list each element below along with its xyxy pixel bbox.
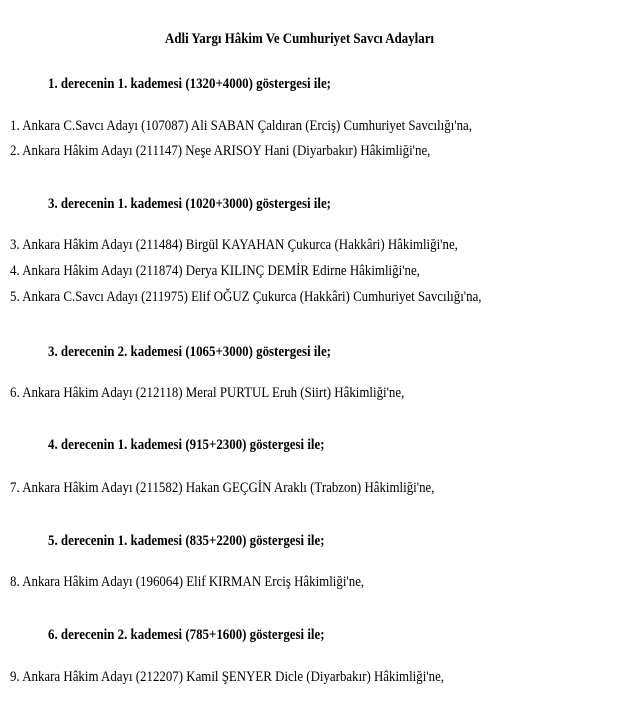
section-heading-6: 6. derecenin 2. kademesi (785+1600) göstergesi ile;	[48, 627, 325, 643]
section-heading-2: 3. derecenin 1. kademesi (1020+3000) göstergesi ile;	[48, 196, 331, 212]
list-item: 9. Ankara Hâkim Adayı (212207) Kamil ŞENYER Dicle (Diyarbakır) Hâkimliği'ne,	[10, 669, 445, 685]
list-item: 4. Ankara Hâkim Adayı (211874) Derya KILINÇ DEMİR Edirne Hâkimliği'ne,	[10, 263, 420, 279]
list-item: 1. Ankara C.Savcı Adayı (107087) Ali SABAN Çaldıran (Erciş) Cumhuriyet Savcılığı'na,	[10, 118, 473, 134]
list-item: 8. Ankara Hâkim Adayı (196064) Elif KIRMAN Erciş Hâkimliği'ne,	[10, 574, 365, 590]
section-heading-1: 1. derecenin 1. kademesi (1320+4000) göstergesi ile;	[48, 76, 331, 92]
list-item: 3. Ankara Hâkim Adayı (211484) Birgül KAYAHAN Çukurca (Hakkâri) Hâkimliği'ne,	[10, 237, 458, 253]
document-title: Adli Yargı Hâkim Ve Cumhuriyet Savcı Adayları	[165, 31, 435, 47]
section-heading-4: 4. derecenin 1. kademesi (915+2300) göstergesi ile;	[48, 437, 325, 453]
list-item: 5. Ankara C.Savcı Adayı (211975) Elif OĞUZ Çukurca (Hakkâri) Cumhuriyet Savcılığı'na,	[10, 289, 482, 305]
list-item: 2. Ankara Hâkim Adayı (211147) Neşe ARISOY Hani (Diyarbakır) Hâkimliği'ne,	[10, 143, 431, 159]
list-item: 6. Ankara Hâkim Adayı (212118) Meral PURTUL Eruh (Siirt) Hâkimliği'ne,	[10, 385, 405, 401]
section-heading-5: 5. derecenin 1. kademesi (835+2200) göstergesi ile;	[48, 533, 325, 549]
list-item: 7. Ankara Hâkim Adayı (211582) Hakan GEÇGİN Araklı (Trabzon) Hâkimliği'ne,	[10, 480, 435, 496]
section-heading-3: 3. derecenin 2. kademesi (1065+3000) göstergesi ile;	[48, 344, 331, 360]
